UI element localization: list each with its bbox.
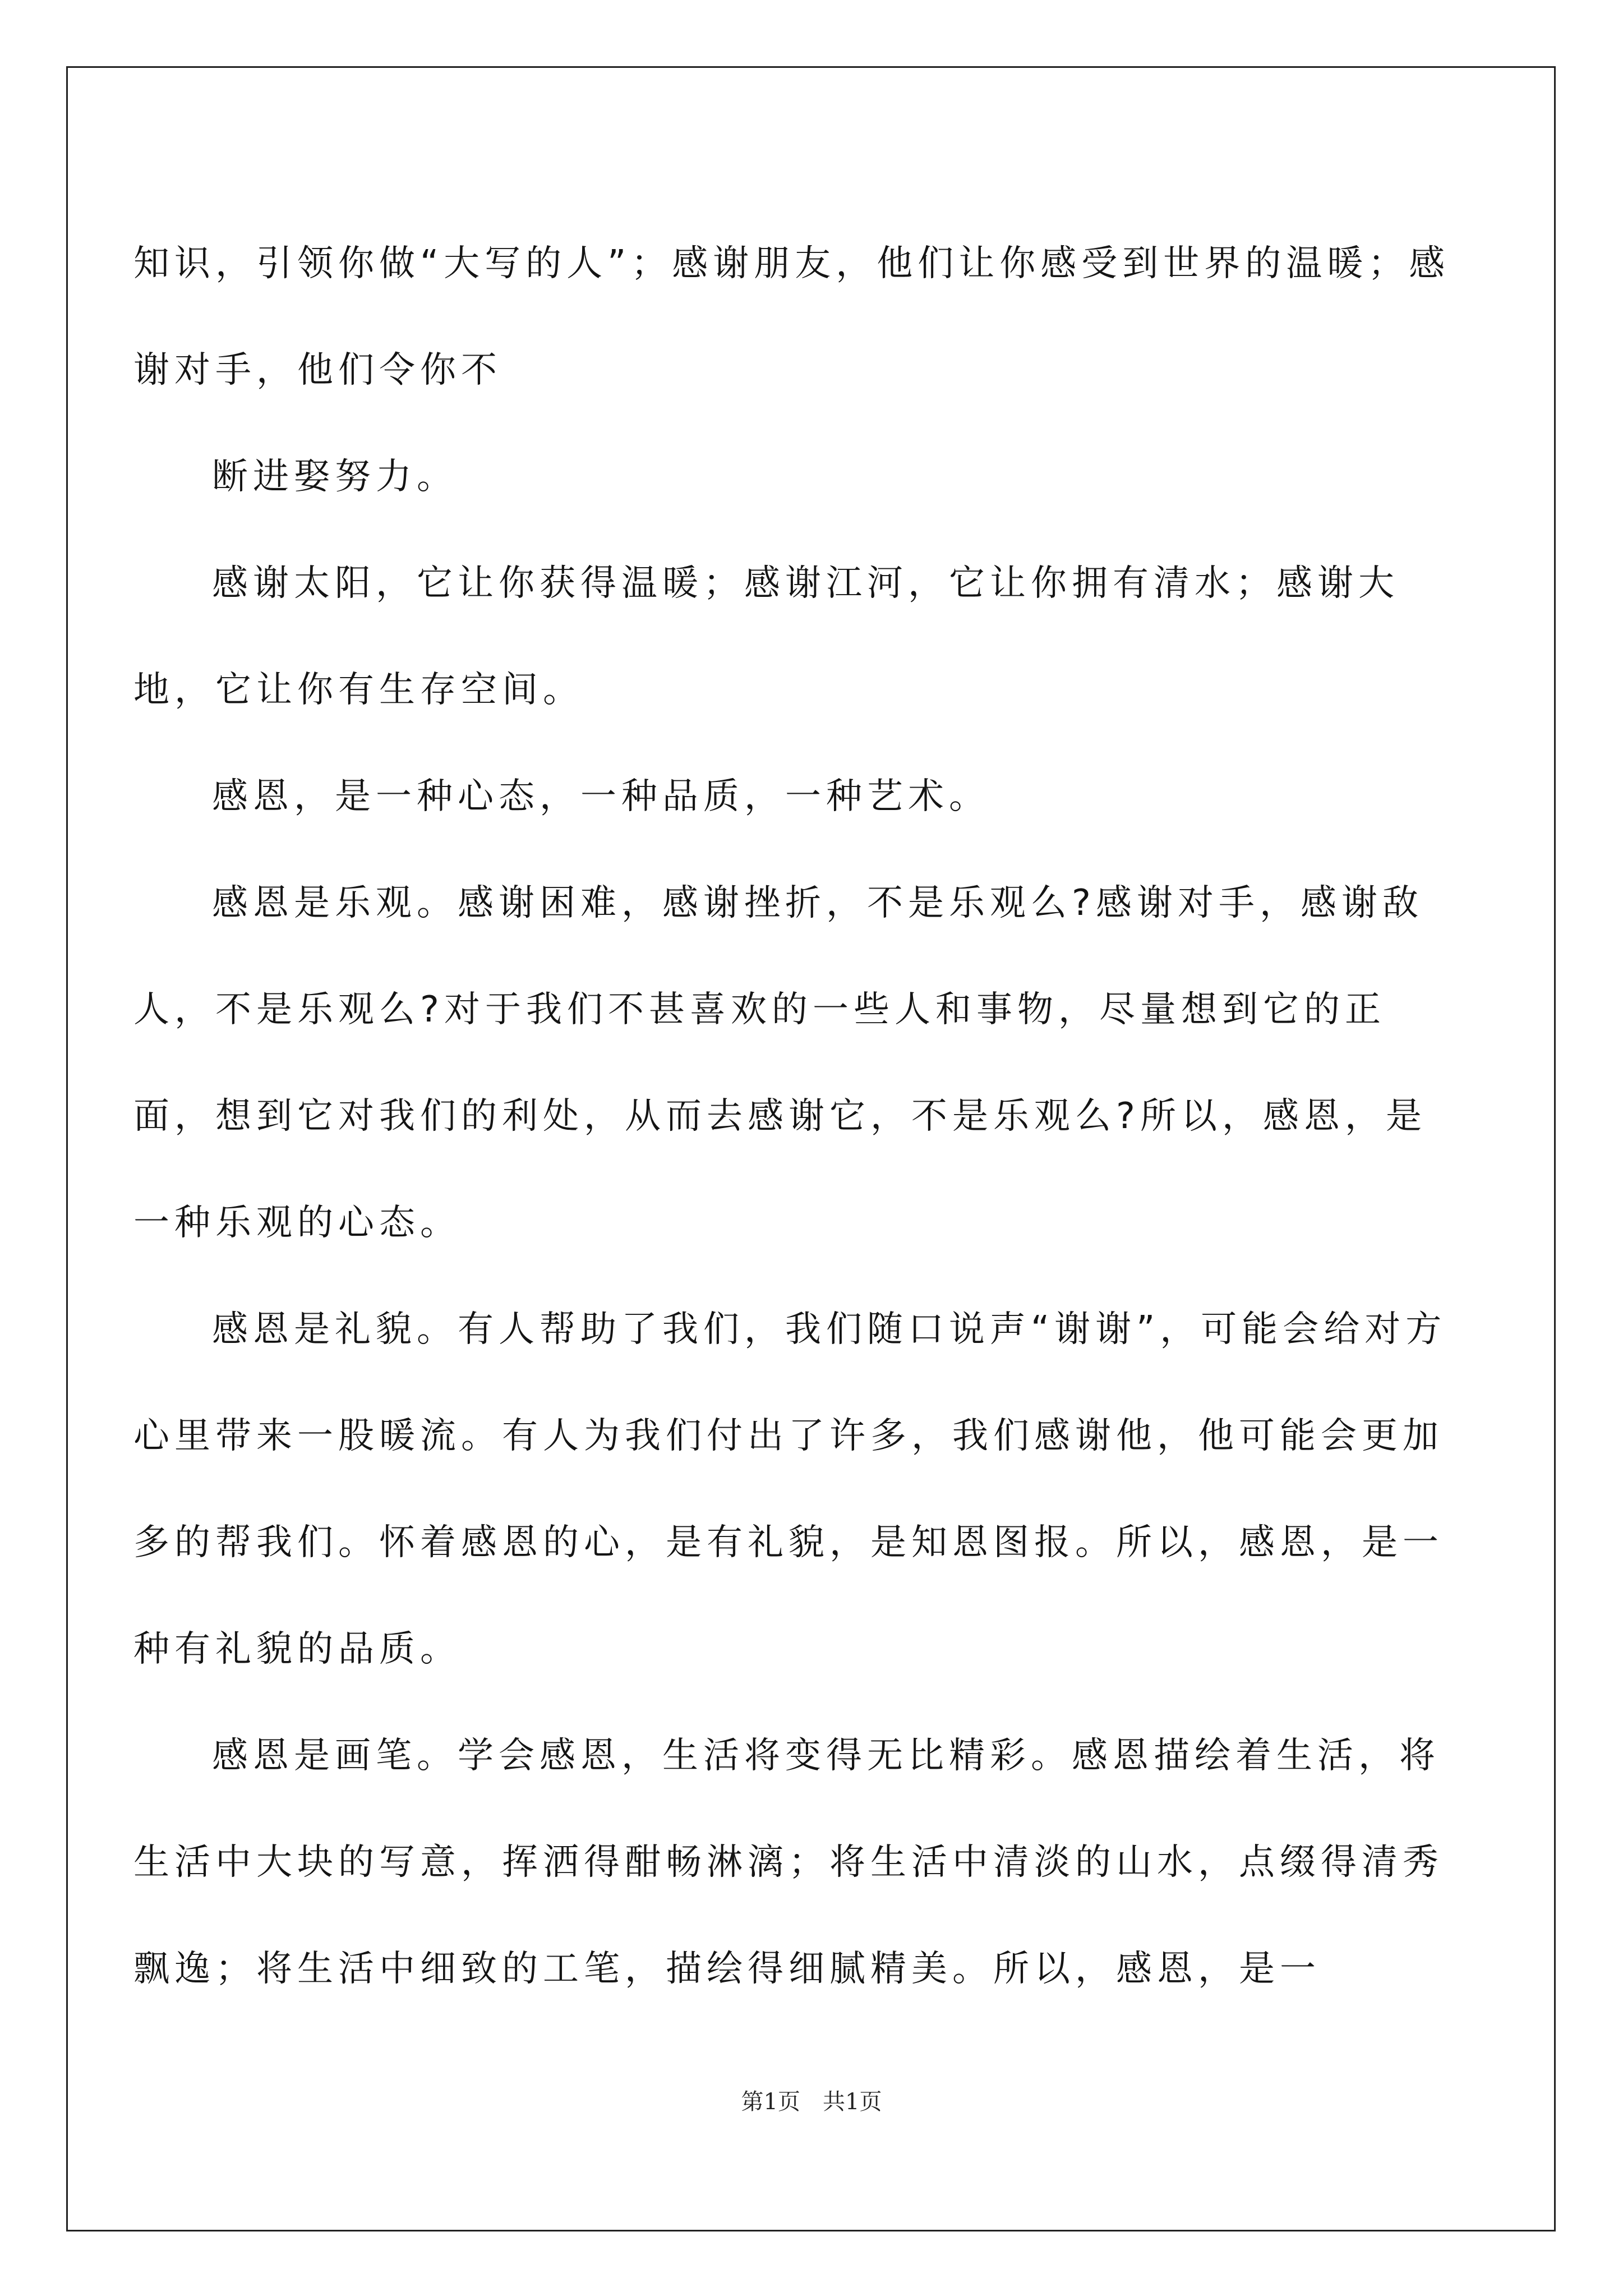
page-number-footer: 第1页 共1页	[741, 2089, 882, 2115]
paragraph: 感恩是画笔。学会感恩，生活将变得无比精彩。感恩描绘着生活，将生活中大块的写意，挥洒得酣畅淋漓；将生活中清淡的山水，点缀得清秀飘逸；将生活中细致的工笔，描绘得细腻精美。所以，感恩，是一	[133, 1735, 1444, 1990]
paragraph: 感谢太阳，它让你获得温暖；感谢江河，它让你拥有清水；感谢大地，它让你有生存空间。	[133, 563, 1399, 711]
paragraph: 感恩，是一种心态，一种品质，一种艺术。	[212, 776, 990, 817]
paragraph: 断进娶努力。	[212, 456, 458, 498]
paragraph: 知识，引领你做“大写的人”；感谢朋友，他们让你感受到世界的温暖；感谢对手，他们令你不	[133, 243, 1450, 391]
document-body	[133, 210, 1464, 2022]
paragraph: 感恩是礼貌。有人帮助了我们，我们随口说声“谢谢”，可能会给对方心里带来一股暖流。有人为我们付出了许多，我们感谢他，他可能会更加多的帮我们。怀着感恩的心，是有礼貌，是知恩图报。所以，感恩，是一种有礼貌的品质。	[133, 1309, 1447, 1670]
paragraph: 感恩是乐观。感谢困难，感谢挫折，不是乐观么?感谢对手，感谢敌人，不是乐观么?对于我们不甚喜欢的一些人和事物，尽量想到它的正面，想到它对我们的利处，从而去感谢它，不是乐观么?所以，感恩，是一种乐观的心态。	[133, 882, 1427, 1244]
